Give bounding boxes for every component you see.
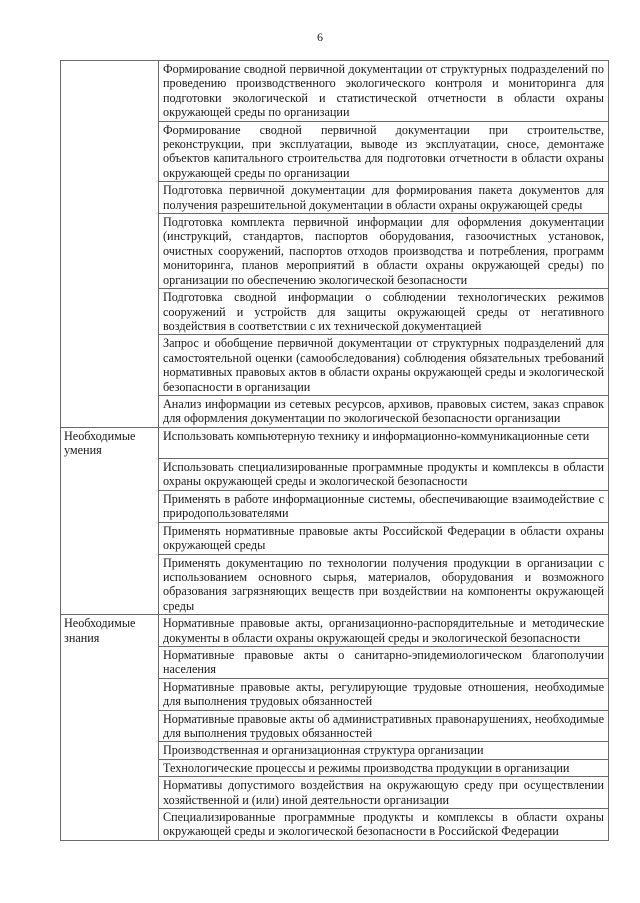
section-label-cell xyxy=(61,710,159,742)
table-row xyxy=(61,678,609,710)
page-number: 6 xyxy=(317,30,323,44)
table-row xyxy=(61,289,609,335)
table-row xyxy=(61,759,609,776)
table-row xyxy=(61,335,609,396)
section-label-cell xyxy=(61,777,159,809)
table-row xyxy=(61,214,609,289)
table-row xyxy=(61,121,609,182)
section-label-cell xyxy=(61,646,159,678)
table-body xyxy=(61,61,609,841)
section-label: Необходимые знания xyxy=(61,615,159,647)
table-row xyxy=(61,182,609,214)
section-label-cell xyxy=(61,121,159,182)
table-cell-text: Технологические процессы и режимы производства продукции в организации xyxy=(159,759,609,776)
table-cell-text: Нормативные правовые акты об административных правонарушениях, необходимые для выполнения трудовых обязанностей xyxy=(159,710,609,742)
section-label-cell xyxy=(61,490,159,522)
section-label-cell xyxy=(61,182,159,214)
table-row xyxy=(61,61,609,122)
table-row xyxy=(61,646,609,678)
table-cell-text: Нормативные правовые акты, организационно-распорядительные и методические документы в области охраны окружающей среды и экологической безопасности xyxy=(159,615,609,647)
table-row xyxy=(61,809,609,841)
table-cell-text: Подготовка сводной информации о соблюдении технологических режимов сооружений и устройств для защиты окружающей среды от негативного воздействия в соответствии с их технической документацией xyxy=(159,289,609,335)
table-row xyxy=(61,710,609,742)
table-cell-text: Применять документацию по технологии получения продукции в организации с использованием основного сырья, материалов, оборудования и возможного образования загрязняющих веществ при воздействии на компоненты окружающей среды xyxy=(159,554,609,615)
table-cell-text: Нормативные правовые акты, регулирующие трудовые отношения, необходимые для выполнения трудовых обязанностей xyxy=(159,678,609,710)
table-cell-text: Использовать компьютерную технику и информационно-коммуникационные сети xyxy=(159,427,609,458)
section-label-cell xyxy=(61,459,159,491)
table-cell-text: Применять нормативные правовые акты Российской Федерации в области охраны окружающей среды xyxy=(159,522,609,554)
table-cell-text: Анализ информации из сетевых ресурсов, архивов, правовых систем, заказ справок для оформления документации по экологической безопасности организации xyxy=(159,395,609,427)
table-cell-text: Нормативы допустимого воздействия на окружающую среду при осуществлении хозяйственной и (или) иной деятельности организации xyxy=(159,777,609,809)
section-label-cell xyxy=(61,289,159,335)
table-cell-text: Подготовка первичной документации для формирования пакета документов для получения разрешительной документации в области охраны окружающей среды xyxy=(159,182,609,214)
table-row xyxy=(61,554,609,615)
table-cell-text: Формирование сводной первичной документации от структурных подразделений по проведению производственного экологического контроля и мониторинга для подготовки экологической и статистической отчетности в области охраны окружающей среды по организации xyxy=(159,61,609,122)
table-cell-text: Нормативные правовые акты о санитарно-эпидемиологическом благополучии населения xyxy=(159,646,609,678)
section-label-cell xyxy=(61,554,159,615)
table-cell-text: Формирование сводной первичной документации при строительстве, реконструкции, при эксплуатации, выводе из эксплуатации, сносе, демонтаже объектов капитального строительства для подготовки отчетности в области охраны окружающей среды по организации xyxy=(159,121,609,182)
section-label-cell xyxy=(61,742,159,759)
section-label-cell xyxy=(61,61,159,122)
table-cell-text: Подготовка комплекта первичной информации для оформления документации (инструкций, стандартов, паспортов оборудования, газоочистных установок, очистных сооружений, паспортов отходов производства и потребления, программ мониторинга, планов мероприятий в области охраны окружающей среды) по организации по обеспечению экологической безопасности xyxy=(159,214,609,289)
section-label-cell xyxy=(61,395,159,427)
table-row xyxy=(61,742,609,759)
section-label: Необходимые умения xyxy=(61,427,159,458)
section-label-cell xyxy=(61,759,159,776)
table-row xyxy=(61,395,609,427)
labor-functions-table xyxy=(60,60,609,841)
table-row xyxy=(61,459,609,491)
section-label-cell xyxy=(61,522,159,554)
table-cell-text: Запрос и обобщение первичной документации от структурных подразделений для самостоятельной оценки (самообследования) соблюдения обязательных требований нормативных правовых актов в области охраны окружающей среды и экологической безопасности в организации xyxy=(159,335,609,396)
table-cell-text: Применять в работе информационные системы, обеспечивающие взаимодействие с природопользователями xyxy=(159,490,609,522)
table-row xyxy=(61,615,609,647)
table-cell-text: Специализированные программные продукты и комплексы в области охраны окружающей среды и экологической безопасности в Российской Федерации xyxy=(159,809,609,841)
section-label-cell xyxy=(61,809,159,841)
table-row xyxy=(61,777,609,809)
section-label-cell xyxy=(61,214,159,289)
section-label-cell xyxy=(61,335,159,396)
table-row xyxy=(61,490,609,522)
table-row xyxy=(61,522,609,554)
table-row xyxy=(61,427,609,458)
table-cell-text: Использовать специализированные программные продукты и комплексы в области охраны окружающей среды и экологической безопасности xyxy=(159,459,609,491)
section-label-cell xyxy=(61,678,159,710)
table-cell-text: Производственная и организационная структура организации xyxy=(159,742,609,759)
